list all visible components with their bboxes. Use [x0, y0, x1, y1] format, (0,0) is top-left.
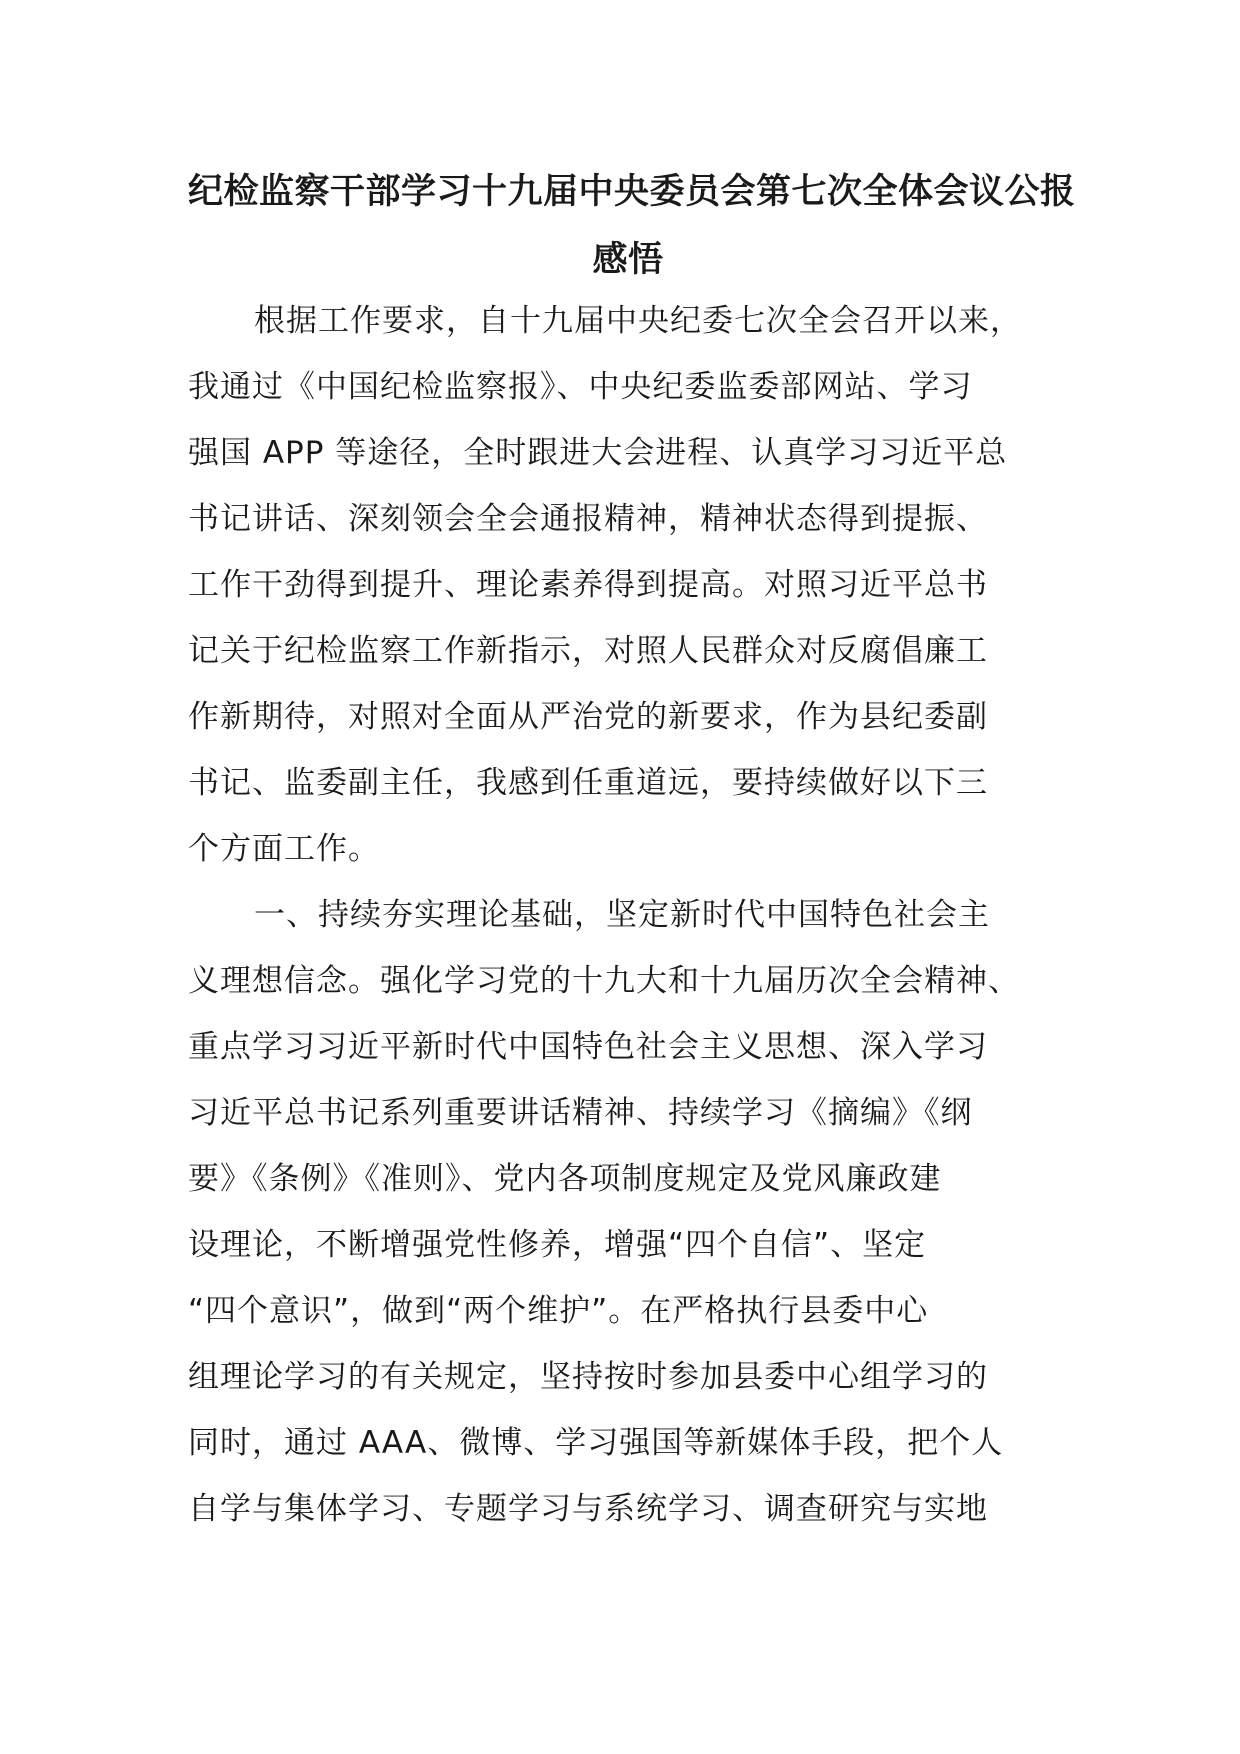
body-line: 强国 APP 等途径，全时跟进大会进程、认真学习习近平总 [188, 435, 1008, 471]
body-line: 同时，通过 AAA、微博、学习强国等新媒体手段，把个人 [188, 1425, 1004, 1461]
body-line: “四个意识”，做到“两个维护”。在严格执行县委中心 [188, 1293, 929, 1329]
body-line: 重点学习习近平新时代中国特色社会主义思想、深入学习 [188, 1029, 988, 1065]
body-line: 书记讲话、深刻领会全会通报精神，精神状态得到提振、 [188, 501, 988, 537]
title-line-2: 感悟 [592, 240, 664, 280]
body-line: 一、持续夯实理论基础，坚定新时代中国特色社会主 [254, 897, 990, 933]
body-line: 组理论学习的有关规定，坚持按时参加县委中心组学习的 [188, 1359, 988, 1395]
title-line-1: 纪检监察干部学习十九届中央委员会第七次全体会议公报 [188, 172, 1076, 212]
body-line: 我通过《中国纪检监察报》、中央纪委监委部网站、学习 [188, 369, 973, 405]
body-line: 要》《条例》《准则》、党内各项制度规定及党风廉政建 [188, 1161, 942, 1197]
body-line: 书记、监委副主任，我感到任重道远，要持续做好以下三 [188, 765, 988, 801]
body-line: 习近平总书记系列重要讲话精神、持续学习《摘编》《纲 [188, 1095, 973, 1131]
body-line: 工作干劲得到提升、理论素养得到提高。对照习近平总书 [188, 567, 988, 603]
body-line: 义理想信念。强化学习党的十九大和十九届历次全会精神、 [188, 963, 1020, 999]
body-line: 根据工作要求，自十九届中央纪委七次全会召开以来， [254, 303, 1022, 339]
body-line: 个方面工作。 [188, 831, 380, 867]
document-body [188, 288, 1058, 1542]
document-title [188, 158, 1076, 294]
body-line: 作新期待，对照对全面从严治党的新要求，作为县纪委副 [188, 699, 988, 735]
body-line: 记关于纪检监察工作新指示，对照人民群众对反腐倡廉工 [188, 633, 988, 669]
body-line: 设理论，不断增强党性修养，增强“四个自信”、坚定 [188, 1227, 927, 1263]
body-line: 自学与集体学习、专题学习与系统学习、调查研究与实地 [188, 1491, 988, 1527]
